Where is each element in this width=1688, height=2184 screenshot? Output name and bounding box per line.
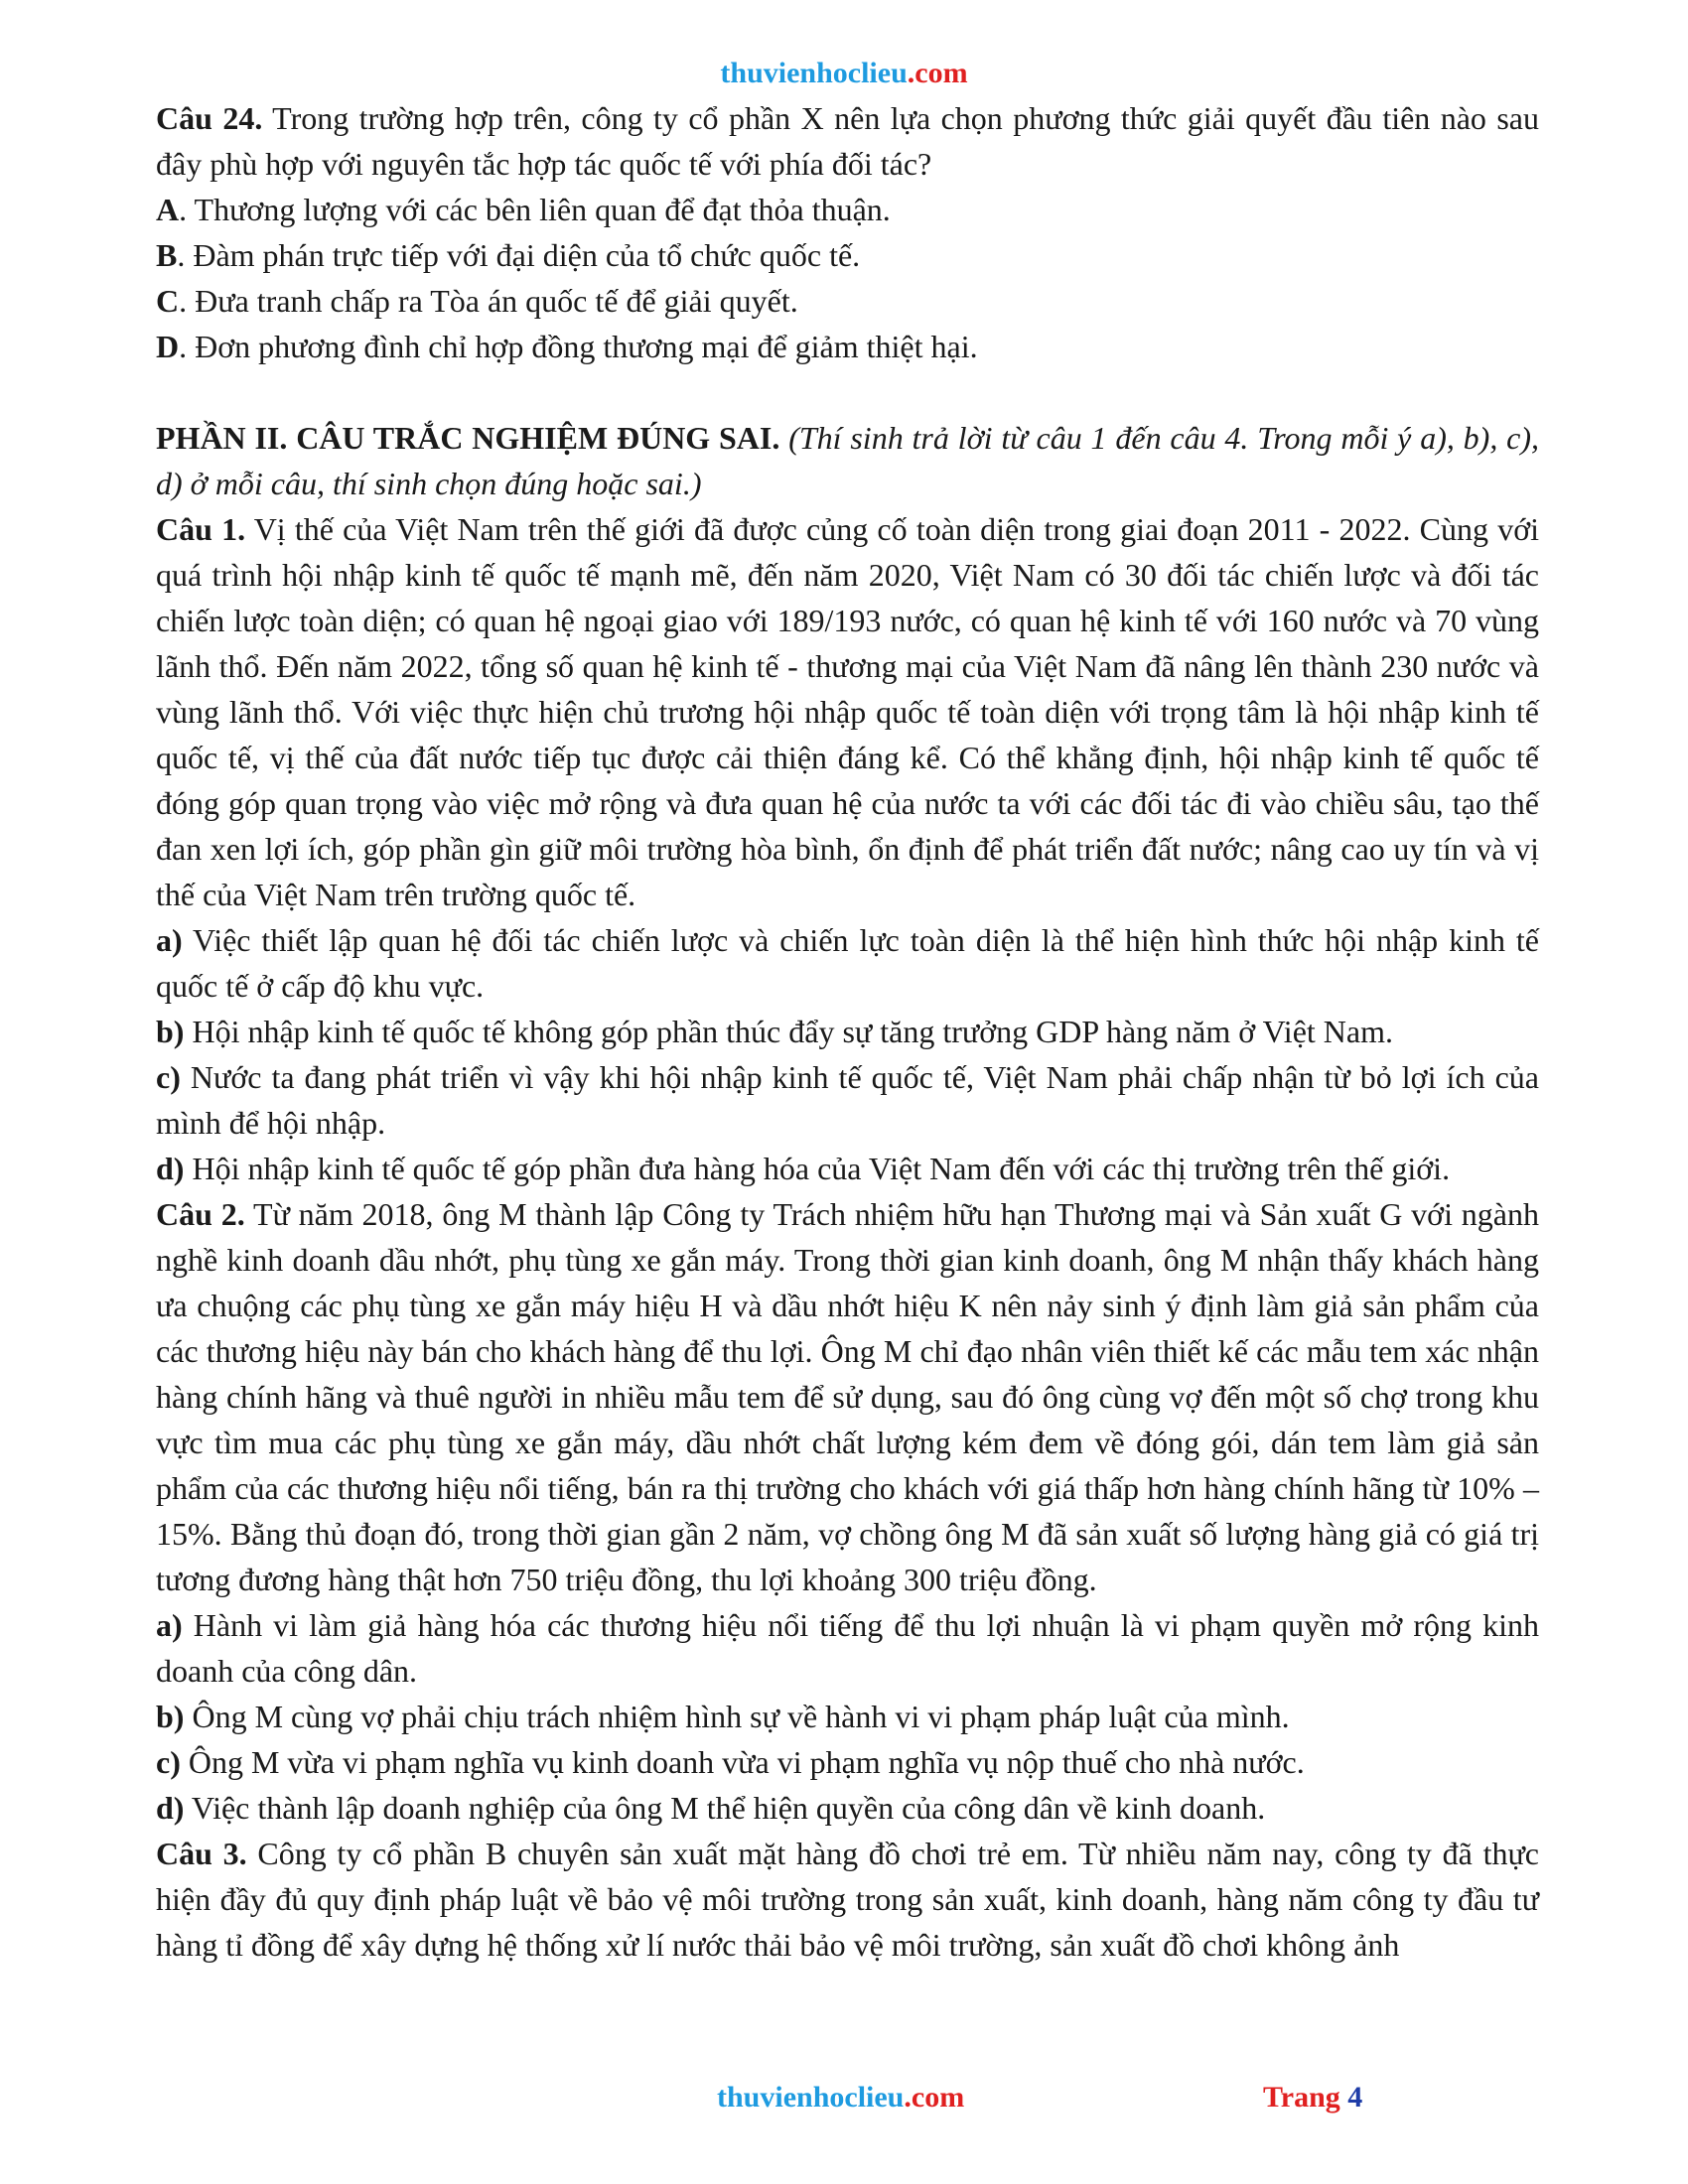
statement-key: d)	[156, 1790, 185, 1826]
option-a	[156, 187, 1539, 232]
header-site-name: thuvienhoclieu	[720, 57, 908, 89]
question-label: Câu 1.	[156, 511, 246, 547]
statement-text: Việc thành lập doanh nghiệp của ông M thể hiện quyền của công dân về kinh doanh.	[184, 1790, 1266, 1826]
question-3	[156, 1831, 1539, 1968]
statement-text: Việc thiết lập quan hệ đối tác chiến lược và chiến lực toàn diện là thể hiện hình thức hội nhập kinh tế quốc tế ở cấp độ khu vực.	[156, 922, 1539, 1004]
option-key: C	[156, 283, 180, 319]
statement-b	[156, 1694, 1539, 1739]
statement-b	[156, 1009, 1539, 1054]
question-2	[156, 1191, 1539, 1602]
option-d	[156, 324, 1539, 369]
statement-text: Nước ta đang phát triển vì vậy khi hội nhập kinh tế quốc tế, Việt Nam phải chấp nhận từ bỏ lợi ích của mình để hội nhập.	[156, 1059, 1539, 1141]
statement-a	[156, 917, 1539, 1009]
statement-key: a)	[156, 922, 183, 958]
question-label: Câu 3.	[156, 1836, 247, 1871]
option-key: D	[156, 329, 180, 364]
footer-site-domain: .com	[904, 2081, 965, 2114]
statement-key: b)	[156, 1699, 185, 1734]
option-text: . Đơn phương đình chỉ hợp đồng thương mại để giảm thiệt hại.	[179, 329, 978, 364]
page-header-site	[0, 56, 1688, 91]
option-text: . Đưa tranh chấp ra Tòa án quốc tế để giải quyết.	[179, 283, 798, 319]
question-label: Câu 24.	[156, 100, 263, 136]
option-text: . Đàm phán trực tiếp với đại diện của tổ chức quốc tế.	[177, 237, 861, 273]
option-key: A	[156, 192, 180, 227]
part2-heading	[156, 415, 1539, 506]
statement-text: Hội nhập kinh tế quốc tế góp phần đưa hàng hóa của Việt Nam đến với các thị trường trên thế giới.	[184, 1151, 1451, 1186]
part2-instruction: (Thí sinh trả lời từ câu 1 đến câu 4. Trong mỗi ý a), b), c), d) ở mỗi câu, thí sinh chọn đúng hoặc sai.)	[156, 420, 1540, 501]
statement-key: c)	[156, 1744, 181, 1780]
statement-text: Ông M vừa vi phạm nghĩa vụ kinh doanh vừa vi phạm nghĩa vụ nộp thuế cho nhà nước.	[180, 1744, 1305, 1780]
statement-key: b)	[156, 1014, 185, 1049]
statement-c	[156, 1054, 1539, 1146]
statement-key: a)	[156, 1607, 183, 1643]
question-1	[156, 506, 1539, 917]
statement-c	[156, 1739, 1539, 1785]
section-spacer	[156, 369, 1539, 415]
option-b	[156, 232, 1539, 278]
option-c	[156, 278, 1539, 324]
statement-key: c)	[156, 1059, 181, 1095]
question-text: Trong trường hợp trên, công ty cổ phần X nên lựa chọn phương thức giải quyết đầu tiên nào sau đây phù hợp với nguyên tắc hợp tác quốc tế với phía đối tác?	[156, 100, 1540, 182]
part2-title: PHẦN II. CÂU TRẮC NGHIỆM ĐÚNG SAI.	[156, 420, 780, 456]
statement-d	[156, 1785, 1539, 1831]
statement-text: Ông M cùng vợ phải chịu trách nhiệm hình sự về hành vi vi phạm pháp luật của mình.	[184, 1699, 1290, 1734]
question-24	[156, 95, 1539, 187]
question-text: Từ năm 2018, ông M thành lập Công ty Trách nhiệm hữu hạn Thương mại và Sản xuất G với ngành nghề kinh doanh dầu nhớt, phụ tùng xe gắn máy. Trong thời gian kinh doanh, ông M nhận thấy khách hàng ưa chuộng các phụ tùng xe gắn máy hiệu H và dầu nhớt hiệu K nên nảy sinh ý định làm giả sản phẩm của các thương hiệu này bán cho khách hàng để thu lợi. Ông M chỉ đạo nhân viên thiết kế các mẫu tem xác nhận hàng chính hãng và thuê người in nhiều mẫu tem để sử dụng, sau đó ông cùng vợ đến một số chợ trong khu vực tìm mua các phụ tùng xe gắn máy, dầu nhớt chất lượng kém đem về đóng gói, dán tem làm giả sản phẩm của các thương hiệu nổi tiếng, bán ra thị trường cho khách với giá thấp hơn hàng chính hãng từ 10% – 15%. Bằng thủ đoạn đó, trong thời gian gần 2 năm, vợ chồng ông M đã sản xuất số lượng hàng giả có giá trị tương đương hàng thật hơn 750 triệu đồng, thu lợi khoảng 300 triệu đồng.	[156, 1196, 1540, 1597]
page-number	[1263, 2080, 1362, 2116]
statement-text: Hội nhập kinh tế quốc tế không góp phần thúc đẩy sự tăng trưởng GDP hàng năm ở Việt Nam.	[184, 1014, 1393, 1049]
page-label: Trang	[1263, 2081, 1340, 2114]
statement-text: Hành vi làm giả hàng hóa các thương hiệu nổi tiếng để thu lợi nhuận là vi phạm quyền mở rộng kinh doanh của công dân.	[156, 1607, 1539, 1689]
statement-d	[156, 1146, 1539, 1191]
footer-site-name: thuvienhoclieu	[717, 2081, 905, 2114]
statement-a	[156, 1602, 1539, 1694]
footer-site	[717, 2080, 964, 2116]
document-body	[156, 95, 1539, 1968]
question-text: Vị thế của Việt Nam trên thế giới đã được củng cố toàn diện trong giai đoạn 2011 - 2022. Cùng với quá trình hội nhập kinh tế quốc tế mạnh mẽ, đến năm 2020, Việt Nam có 30 đối tác chiến lược và đối tác chiến lược toàn diện; có quan hệ ngoại giao với 189/193 nước, có quan hệ kinh tế với 160 nước và 70 vùng lãnh thổ. Đến năm 2022, tổng số quan hệ kinh tế - thương mại của Việt Nam đã nâng lên thành 230 nước và vùng lãnh thổ. Với việc thực hiện chủ trương hội nhập quốc tế toàn diện với trọng tâm là hội nhập kinh tế quốc tế, vị thế của đất nước tiếp tục được cải thiện đáng kể. Có thể khẳng định, hội nhập kinh tế quốc tế đóng góp quan trọng vào việc mở rộng và đưa quan hệ của nước ta với các đối tác đi vào chiều sâu, tạo thế đan xen lợi ích, góp phần gìn giữ môi trường hòa bình, ổn định để phát triển đất nước; nâng cao uy tín và vị thế của Việt Nam trên trường quốc tế.	[156, 511, 1540, 912]
page-num: 4	[1347, 2081, 1363, 2114]
statement-key: d)	[156, 1151, 185, 1186]
option-text: . Thương lượng với các bên liên quan để đạt thỏa thuận.	[179, 192, 891, 227]
question-text: Công ty cổ phần B chuyên sản xuất mặt hàng đồ chơi trẻ em. Từ nhiều năm nay, công ty đã thực hiện đầy đủ quy định pháp luật về bảo vệ môi trường trong sản xuất, kinh doanh, hàng năm công ty đầu tư hàng tỉ đồng để xây dựng hệ thống xử lí nước thải bảo vệ môi trường, sản xuất đồ chơi không ảnh	[156, 1836, 1540, 1963]
option-key: B	[156, 237, 178, 273]
question-label: Câu 2.	[156, 1196, 245, 1232]
header-site-domain: .com	[907, 57, 968, 89]
